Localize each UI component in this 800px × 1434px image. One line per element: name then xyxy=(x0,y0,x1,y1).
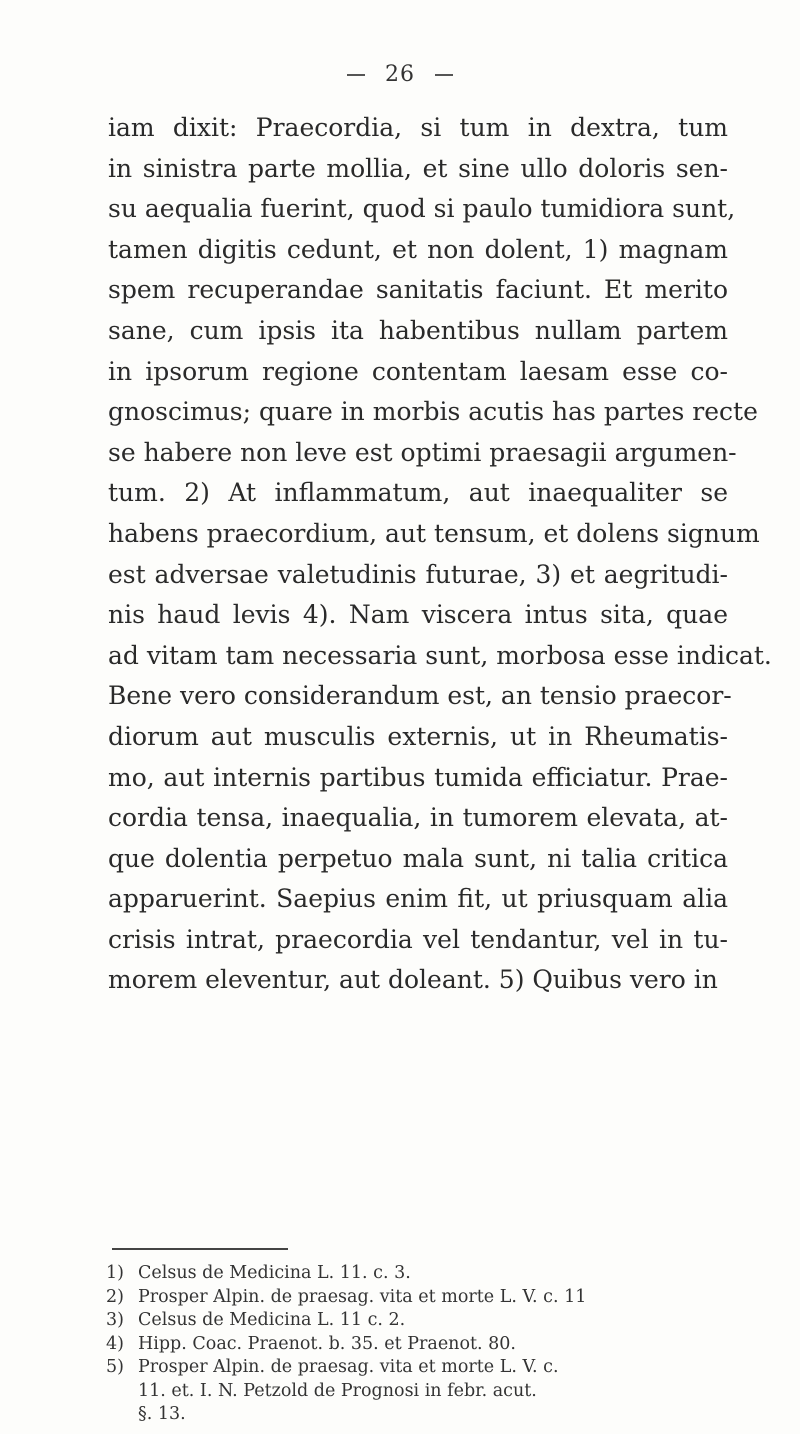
text-line: Bene vero considerandum est, an tensio praecor- xyxy=(108,681,732,711)
footnote-text xyxy=(138,1309,405,1333)
footnote-mark: 2) xyxy=(106,1286,124,1307)
text-line: est adversae valetudinis futurae, 3) et aegritudi- xyxy=(108,559,728,589)
footnote-mark: 4) xyxy=(106,1333,124,1354)
footnote-mark: 3) xyxy=(106,1310,124,1330)
footnote-line: Prosper Alpin. de praesag. vita et morte L. V. c. 11 xyxy=(138,1286,587,1307)
footnote-text xyxy=(138,1286,586,1310)
text-line: tum. 2) At inflammatum, aut inaequaliter se xyxy=(108,478,728,508)
footnote-text xyxy=(138,1333,516,1357)
text-line: sane, cum ipsis ita habentibus nullam partem xyxy=(108,315,728,345)
footnote-mark: 5) xyxy=(106,1357,124,1377)
text-line: diorum aut musculis externis, ut in Rheumatis- xyxy=(108,721,728,751)
header-dash-left xyxy=(347,74,365,76)
text-line: mo, aut internis partibus tumida efficiatur. Prae- xyxy=(108,762,728,792)
footnote-line: Prosper Alpin. de praesag. vita et morte L. V. c. xyxy=(138,1357,559,1377)
footnote-line: Celsus de Medicina L. 11. c. 3. xyxy=(138,1263,411,1283)
text-line: ad vitam tam necessaria sunt, morbosa esse indicat. xyxy=(108,640,772,670)
footnote-text xyxy=(138,1356,559,1427)
text-line: apparuerint. Saepius enim fit, ut priusquam alia xyxy=(108,884,728,914)
text-line: nis haud levis 4). Nam viscera intus sita, quae xyxy=(108,600,728,630)
text-line: tamen digitis cedunt, et non dolent, 1) magnam xyxy=(108,234,728,264)
text-line: in sinistra parte mollia, et sine ullo doloris sen- xyxy=(108,153,728,183)
text-line: spem recuperandae sanitatis faciunt. Et merito xyxy=(108,275,728,305)
text-line: habens praecordium, aut tensum, et dolens signum xyxy=(108,518,760,548)
footnote xyxy=(106,1333,746,1357)
header-dash-right xyxy=(435,74,453,76)
footnote-mark: 1) xyxy=(106,1263,124,1283)
text-line: se habere non leve est optimi praesagii argumen- xyxy=(108,437,737,467)
footnote-separator xyxy=(112,1248,288,1250)
footnote-line: Hipp. Coac. Praenot. b. 35. et Praenot. 80. xyxy=(138,1333,516,1354)
text-line: que dolentia perpetuo mala sunt, ni talia critica xyxy=(108,843,728,873)
footnote-line: §. 13. xyxy=(138,1404,186,1424)
text-line: cordia tensa, inaequalia, in tumorem elevata, at- xyxy=(108,803,728,833)
text-line: iam dixit: Praecordia, si tum in dextra, tum xyxy=(108,113,728,142)
footnote-line: Celsus de Medicina L. 11 c. 2. xyxy=(138,1310,406,1330)
page-number: 26 xyxy=(385,62,415,87)
footnote-text xyxy=(138,1262,411,1286)
body-text xyxy=(108,108,772,1001)
text-line: su aequalia fuerint, quod si paulo tumidiora sunt, xyxy=(108,194,736,224)
text-line: in ipsorum regione contentam laesam esse co- xyxy=(108,356,728,386)
footnote xyxy=(106,1356,746,1427)
footnote-line: 11. et. I. N. Petzold de Prognosi in febr. acut. xyxy=(138,1380,537,1401)
text-line: morem eleventur, aut doleant. 5) Quibus vero in xyxy=(108,965,718,995)
page-header xyxy=(0,62,800,87)
footnote xyxy=(106,1286,746,1310)
footnotes xyxy=(106,1262,746,1427)
footnote xyxy=(106,1262,746,1286)
text-line: crisis intrat, praecordia vel tendantur, vel in tu- xyxy=(108,924,728,954)
footnote xyxy=(106,1309,746,1333)
text-line: gnoscimus; quare in morbis acutis has partes recte xyxy=(108,397,758,427)
